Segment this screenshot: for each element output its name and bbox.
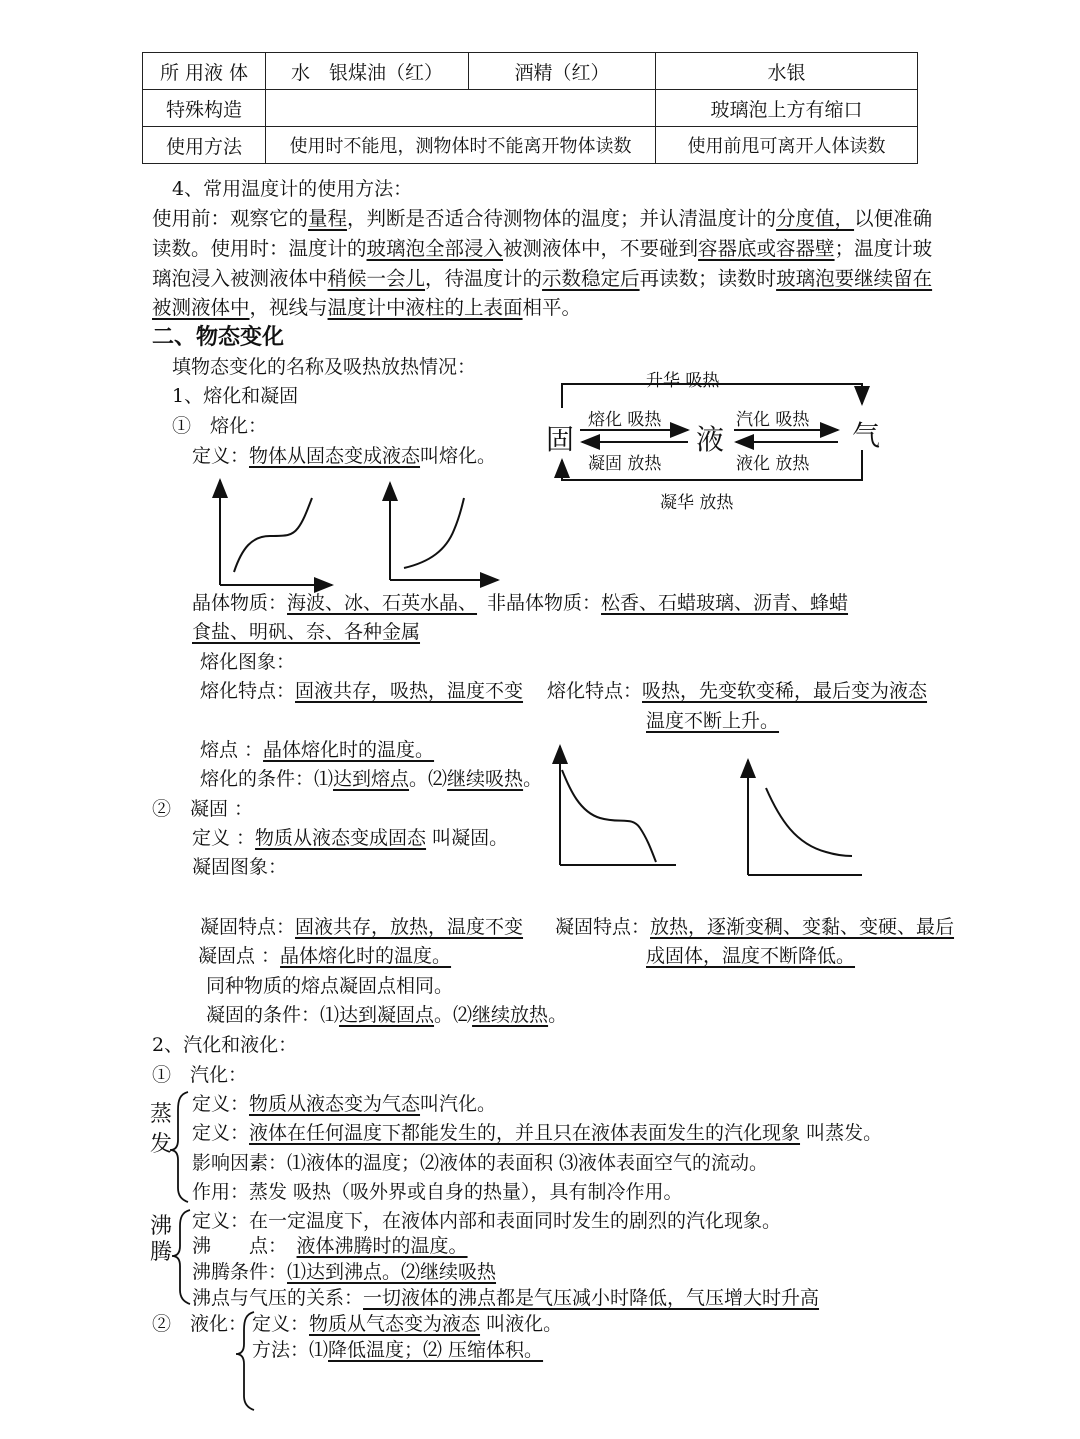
underlined-answer: 降低温度；⑵ 压缩体积。 — [328, 1339, 544, 1361]
text: 叫汽化。 — [420, 1093, 497, 1115]
same-point-note: 同种物质的熔点凝固点相同。 — [206, 975, 454, 997]
text: 熔点 ： — [200, 739, 264, 761]
sublimation-label: 升华 吸热 — [646, 371, 720, 391]
underlined-answer: 继续放热 — [472, 1004, 549, 1026]
underlined-answer: 放热，逐渐变稠、变黏、变硬、最后 — [650, 916, 955, 938]
underlined-answer: 温度不断上升。 — [646, 710, 780, 732]
underlined-answer: 液体在任何温度下都能发生的，并且只在液体表面发生的汽化现象 — [249, 1122, 801, 1144]
text: ，判断是否适合待测物体的温度；并认清温度计的 — [347, 207, 777, 230]
text: 璃泡浸入被测液体中 — [152, 267, 328, 290]
underlined-answer: 量程 — [308, 207, 348, 230]
text: 凝固点 ： — [198, 945, 281, 967]
liquefaction-definition — [252, 1309, 562, 1336]
text: 定义： — [192, 1093, 250, 1115]
text: 沸点与气压的关系： — [192, 1287, 364, 1309]
evaporation-factors: 影响因素：⑴液体的温度；⑵液体的表面积 ⑶液体表面空气的流动。 — [192, 1152, 769, 1174]
text: 晶体物质： — [192, 592, 288, 614]
text: 。⑵ — [409, 768, 448, 790]
vaporization-section-heading: 2、汽化和液化： — [152, 1034, 298, 1056]
underlined-answer: 稍候一会儿 — [327, 267, 426, 290]
section-intro: 填物态变化的名称及吸热放热情况： — [172, 356, 477, 378]
text: 凝固特点： — [555, 916, 651, 938]
text: 叫熔化。 — [420, 445, 497, 467]
underlined-answer: 玻璃泡要继续留在 — [776, 267, 933, 290]
underlined-answer: 玻璃泡全部浸入 — [366, 237, 504, 260]
liquefaction-label: 液化 放热 — [736, 454, 810, 474]
text: 定义： — [192, 445, 250, 467]
underlined-answer: 松香、石蜡玻璃、沥青、蜂蜡 — [601, 592, 849, 614]
underlined-answer: ⑴达到沸点。⑵继续吸热 — [287, 1261, 497, 1283]
underlined-answer: 物体从固态变成液态 — [249, 445, 421, 467]
underlined-answer: 晶体熔化时的温度。 — [263, 739, 435, 761]
text: 熔化的条件：⑴ — [200, 768, 334, 790]
underlined-answer: 成固体，温度不断降低。 — [646, 945, 856, 967]
melting-label: 熔化 吸热 — [588, 410, 662, 430]
text: 沸 点： — [192, 1235, 278, 1257]
text: 凝固的条件：⑴ — [206, 1004, 340, 1026]
text: 再读数；读数时 — [639, 267, 777, 290]
table-cell: 使用前甩可离开人体读数 — [656, 127, 918, 164]
underlined-answer: 晶体熔化时的温度。 — [280, 945, 452, 967]
underlined-answer: 物质从液态变成固态 — [255, 827, 427, 849]
liquefaction-methods — [252, 1335, 543, 1362]
text: 发 — [150, 1132, 173, 1157]
underlined-answer: 被测液体中 — [152, 296, 250, 319]
text: 叫凝固。 — [426, 827, 509, 849]
underlined-answer: 液体沸腾时的温度。 — [296, 1235, 468, 1257]
text: 沸 — [150, 1214, 173, 1239]
section-title: 二、物态变化 — [152, 325, 285, 350]
text: 使用前：观察它的 — [152, 207, 309, 230]
underlined-answer: 继续吸热 — [447, 768, 524, 790]
table-cell: 酒精（红） — [469, 53, 656, 90]
underlined-answer: 物质从气态变为液态 — [309, 1313, 481, 1335]
text: 相平。 — [522, 296, 582, 319]
text: 。 — [523, 768, 543, 790]
underlined-answer: 示数稳定后 — [542, 267, 640, 290]
text: 叫液化。 — [480, 1313, 563, 1335]
text: 叫蒸发。 — [800, 1122, 883, 1144]
gas-state-label: 气 — [852, 419, 881, 452]
underlined-answer: 分度值， — [776, 207, 855, 230]
text: 定义： — [252, 1313, 310, 1335]
underlined-answer: 容器底或容器壁 — [698, 237, 835, 260]
melting-graph-label: 熔化图象： — [200, 651, 296, 673]
vaporization-label: 汽化 吸热 — [736, 410, 810, 430]
text: 定义： — [192, 1122, 250, 1144]
text: 被测液体中，不要碰到 — [503, 237, 699, 260]
underlined-answer: 吸热，先变软变稀，最后变为液态 — [642, 680, 928, 702]
table-cell: 使用方法 — [143, 127, 266, 164]
liquid-state-label: 液 — [696, 423, 725, 456]
underlined-answer: 达到熔点 — [333, 768, 410, 790]
thermometer-heading: 4、常用温度计的使用方法： — [172, 178, 413, 200]
underlined-answer: 海波、冰、石英水晶、 — [287, 592, 478, 614]
underlined-answer: 固液共存，放热，温度不变 — [295, 916, 524, 938]
text: 腾 — [150, 1240, 173, 1265]
text: 熔化特点： — [200, 680, 296, 702]
subsection-heading: 1、熔化和凝固 — [172, 385, 299, 407]
solid-state-label: 固 — [546, 423, 575, 456]
vaporization-heading: ① 汽化： — [152, 1064, 248, 1086]
text: 读数。使用时：温度计的 — [152, 237, 367, 260]
underlined-answer: 达到凝固点 — [339, 1004, 435, 1026]
underlined-answer: 物质从液态变为气态 — [249, 1093, 421, 1115]
text: 非晶体物质： — [487, 592, 602, 614]
text: 。⑵ — [434, 1004, 473, 1026]
text: ，视线与 — [249, 296, 328, 319]
text: 熔化特点： — [547, 680, 643, 702]
text: 方法：⑴ — [252, 1339, 329, 1361]
deposition-label: 凝华 放热 — [660, 493, 734, 513]
underlined-answer: 固液共存，吸热，温度不变 — [295, 680, 524, 702]
table-cell: 使用时不能甩，测物体时不能离开物体读数 — [266, 127, 656, 164]
underlined-answer: 食盐、明矾、奈、各种金属 — [192, 621, 421, 643]
underlined-answer: 温度计中液柱的上表面 — [327, 296, 523, 319]
text: 凝固特点： — [200, 916, 296, 938]
underlined-answer: 一切液体的沸点都是气压减小时降低，气压增大时升高 — [363, 1287, 820, 1309]
text: 蒸 — [150, 1102, 173, 1127]
freezing-graph-label: 凝固图象： — [192, 856, 288, 878]
table-cell: 水银 — [656, 53, 918, 90]
text: 。 — [548, 1004, 568, 1026]
freezing-label: 凝固 放热 — [588, 454, 662, 474]
text: 定义 ： — [192, 827, 256, 849]
evaporation-effect: 作用：蒸发 吸热（吸外界或自身的热量），具有制冷作用。 — [192, 1181, 683, 1203]
text: 沸腾条件： — [192, 1261, 288, 1283]
melting-heading: ① 熔化： — [172, 415, 268, 437]
table-cell: 玻璃泡上方有缩口 — [656, 90, 918, 127]
liquefaction-heading: ② 液化： — [152, 1313, 248, 1335]
table-cell: 特殊构造 — [143, 90, 266, 127]
table-cell: 水 银煤油（红） — [266, 53, 469, 90]
freezing-heading: ② 凝固 ： — [152, 798, 254, 820]
text: ，待温度计的 — [425, 267, 543, 290]
text: 以便准确 — [854, 207, 933, 230]
boiling-definition: 定义：在一定温度下，在液体内部和表面同时发生的剧烈的汽化现象。 — [192, 1210, 782, 1232]
text: ；温度计玻 — [834, 237, 933, 260]
table-cell: 所 用液 体 — [143, 53, 266, 90]
